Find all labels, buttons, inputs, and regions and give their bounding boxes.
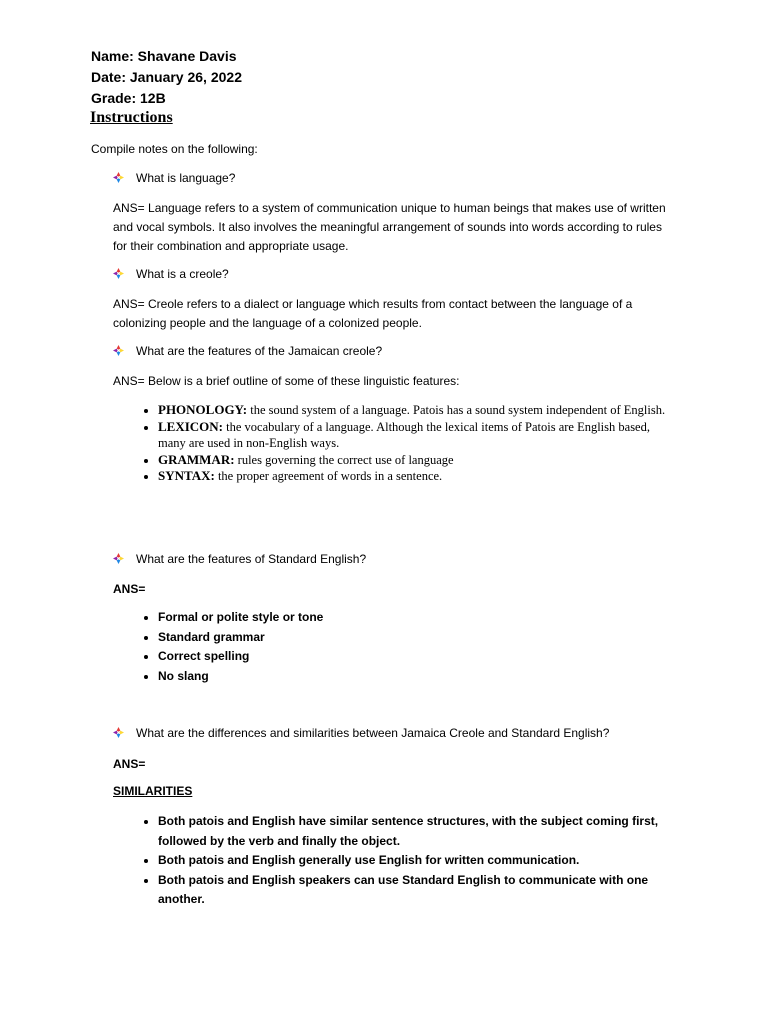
question-1 <box>113 171 235 185</box>
list-item: • Both patois and English speakers can use Standard English to communicate with one another. <box>158 871 678 910</box>
grade: Grade: 12B <box>91 90 166 106</box>
linguistic-features-list <box>126 402 678 485</box>
four-color-arrow-bullet-icon <box>113 345 124 356</box>
instructions-heading: Instructions <box>90 109 173 126</box>
feature-term: SYNTAX: <box>158 468 215 483</box>
feature-term: PHONOLOGY: <box>158 402 248 417</box>
question-4-text: What are the features of Standard English? <box>136 552 367 566</box>
list-item: • Both patois and English generally use English for written communication. <box>158 851 678 871</box>
feature-term: LEXICON: <box>158 418 224 434</box>
four-color-arrow-bullet-icon <box>113 553 124 564</box>
feature-text: rules governing the correct use of language <box>234 452 454 467</box>
answer-1: ANS= Language refers to a system of communication unique to human beings that makes use of written and vocal symbols. It also involves the meaningful arrangement of sounds into words according to rules for their combination and appropriate usage. <box>113 201 666 253</box>
feature-text: the proper agreement of words in a sentence. <box>214 469 443 483</box>
question-2 <box>113 267 229 281</box>
four-color-arrow-bullet-icon <box>113 268 124 279</box>
four-color-arrow-bullet-icon <box>113 172 124 183</box>
feature-text: the sound system of a language. Patois has a sound system independent of English. <box>247 403 666 417</box>
list-item <box>158 419 678 452</box>
list-item: • Both patois and English have similar sentence structures, with the subject coming first, followed by the verb and finally the object. <box>158 812 678 851</box>
question-5-text: What are the differences and similarities between Jamaica Creole and Standard English? <box>136 726 610 740</box>
question-3 <box>113 344 382 358</box>
list-item <box>158 468 678 485</box>
intro-text: Compile notes on the following: <box>91 142 258 156</box>
question-5 <box>113 726 609 740</box>
question-1-text: What is language? <box>136 171 236 185</box>
answer-5-label: ANS= <box>113 757 146 771</box>
feature-text: the vocabulary of a language. Although the lexical items of Patois are English based, many are used in non-English ways. <box>158 419 650 450</box>
date: Date: January 26, 2022 <box>91 69 242 85</box>
list-item <box>158 452 678 469</box>
list-item: • Correct spelling <box>158 647 698 667</box>
list-item: • No slang <box>158 667 698 687</box>
answer-2: ANS= Creole refers to a dialect or language which results from contact between the language of a colonizing people and the language of a colonized people. <box>113 297 633 330</box>
standard-english-features-list <box>126 608 698 686</box>
question-3-text: What are the features of the Jamaican creole? <box>136 344 383 358</box>
list-item: • Formal or polite style or tone <box>158 608 698 628</box>
four-color-arrow-bullet-icon <box>113 727 124 738</box>
answer-3: ANS= Below is a brief outline of some of these linguistic features: <box>113 374 460 388</box>
list-item: • Standard grammar <box>158 628 698 648</box>
question-4 <box>113 552 366 566</box>
feature-term: GRAMMAR: <box>158 451 235 467</box>
similarities-list <box>126 812 678 910</box>
question-2-text: What is a creole? <box>136 267 229 281</box>
student-name: Name: Shavane Davis <box>91 48 237 64</box>
list-item <box>158 402 678 419</box>
answer-4-label: ANS= <box>113 582 146 596</box>
similarities-heading: SIMILARITIES <box>113 784 193 798</box>
